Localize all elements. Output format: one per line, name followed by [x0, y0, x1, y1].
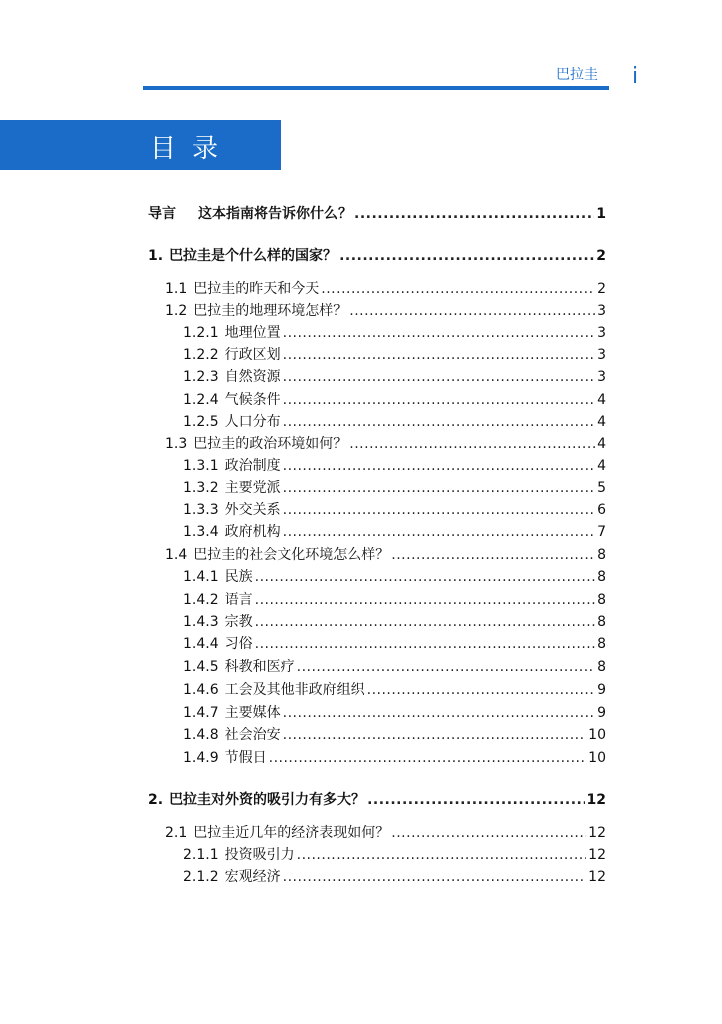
- toc-entry[interactable]: [165, 545, 606, 565]
- toc-entry-title: 巴拉圭对外资的吸引力有多大？: [169, 792, 366, 808]
- toc-entry-page: 10: [588, 750, 606, 766]
- toc-entry-number: 1.4.4: [183, 636, 219, 652]
- toc-entry-page: 12: [588, 847, 606, 863]
- toc-entry[interactable]: [183, 412, 606, 432]
- toc-entry[interactable]: [183, 867, 606, 887]
- toc-entry-page: 12: [588, 869, 606, 885]
- toc-entry[interactable]: [165, 279, 606, 299]
- toc-entry[interactable]: [183, 590, 606, 610]
- toc-entry-number: 1.4.9: [183, 750, 219, 766]
- toc-entry-title: 语言: [224, 592, 253, 608]
- dot-leader: [367, 680, 595, 700]
- dot-leader: [283, 500, 595, 520]
- dot-leader: [349, 301, 595, 321]
- dot-leader: [349, 434, 595, 454]
- toc-entry-page: 4: [597, 414, 606, 430]
- toc-entry[interactable]: [183, 323, 606, 343]
- header-rule: [143, 86, 609, 90]
- dot-leader: [255, 612, 595, 632]
- toc-entry-page: 10: [588, 727, 606, 743]
- toc-entry-number: 1.4: [165, 547, 188, 563]
- toc-entry-title: 习俗: [224, 636, 253, 652]
- toc-entry-page: 8: [597, 592, 606, 608]
- toc-entry[interactable]: [165, 301, 606, 321]
- dot-leader: [283, 478, 595, 498]
- toc-entry-number: 1.4.5: [183, 659, 219, 675]
- dot-leader: [339, 246, 594, 266]
- toc-entry-number: 1.2.4: [183, 392, 219, 408]
- toc-entry-number: 2.1: [165, 825, 188, 841]
- toc-entry[interactable]: [183, 500, 606, 520]
- toc-entry-title: 外交关系: [224, 502, 281, 518]
- toc-entry[interactable]: [148, 790, 606, 810]
- toc-entry-number: 1.: [148, 248, 164, 264]
- toc-entry-title: 政府机构: [224, 524, 281, 540]
- toc-entry-title: 自然资源: [224, 369, 281, 385]
- toc-entry-title: 投资吸引力: [224, 847, 295, 863]
- toc-entry-page: 9: [597, 682, 606, 698]
- toc-entry-number: 1.3: [165, 436, 188, 452]
- toc-entry[interactable]: [183, 680, 606, 700]
- dot-leader: [255, 590, 595, 610]
- toc-entry-page: 8: [597, 614, 606, 630]
- dot-leader: [367, 790, 584, 810]
- toc-entry-title: 主要党派: [224, 480, 281, 496]
- dot-leader: [283, 456, 595, 476]
- toc-entry[interactable]: [183, 612, 606, 632]
- toc-entry-page: 7: [597, 524, 606, 540]
- toc-entry-page: 8: [597, 547, 606, 563]
- toc-entry-number: 1.4.8: [183, 727, 219, 743]
- dot-leader: [255, 634, 595, 654]
- toc-entry-number: 1.3.1: [183, 458, 219, 474]
- toc-entry-page: 8: [597, 636, 606, 652]
- toc-entry-page: 12: [586, 792, 606, 808]
- toc-entry-page: 2: [597, 281, 606, 297]
- toc-entry-number: 1.4.2: [183, 592, 219, 608]
- toc-entry-page: 4: [597, 392, 606, 408]
- toc-entry-title: 工会及其他非政府组织: [224, 682, 365, 698]
- dot-leader: [391, 823, 586, 843]
- toc-entry-title: 气候条件: [224, 392, 281, 408]
- toc-entry-title: 宗教: [224, 614, 253, 630]
- toc-entry-title: 人口分布: [224, 414, 281, 430]
- toc-entry-title: 巴拉圭的地理环境怎样？: [193, 303, 348, 319]
- toc-entry-page: 4: [597, 458, 606, 474]
- toc-entry-page: 6: [597, 502, 606, 518]
- toc-entry-number: 1.2.2: [183, 347, 219, 363]
- toc-entry[interactable]: [183, 634, 606, 654]
- page-title: 目录: [150, 134, 235, 164]
- dot-leader: [283, 345, 595, 365]
- toc-entry-number: 1.4.6: [183, 682, 219, 698]
- toc-entry-title: 民族: [224, 569, 253, 585]
- dot-leader: [283, 390, 595, 410]
- toc-entry-number: 1.2: [165, 303, 188, 319]
- toc-entry-page: 9: [597, 705, 606, 721]
- toc-entry[interactable]: [183, 390, 606, 410]
- toc-entry-number: 1.4.1: [183, 569, 219, 585]
- toc-entry-number: 1.3.2: [183, 480, 219, 496]
- toc-entry-title: 地理位置: [224, 325, 281, 341]
- title-band: [0, 120, 281, 170]
- toc-entry-page: 4: [597, 436, 606, 452]
- running-header-title: 巴拉圭: [556, 67, 598, 83]
- toc-entry[interactable]: [183, 345, 606, 365]
- toc-entry-number: 1.4.7: [183, 705, 219, 721]
- toc-entry-title: 政治制度: [224, 458, 281, 474]
- dot-leader: [297, 657, 595, 677]
- dot-leader: [283, 323, 595, 343]
- toc-entry-number: 2.1.2: [183, 869, 219, 885]
- dot-leader: [283, 367, 595, 387]
- toc-entry[interactable]: [183, 657, 606, 677]
- dot-leader: [297, 845, 587, 865]
- toc-entry-page: 8: [597, 569, 606, 585]
- toc-entry-title: 节假日: [224, 750, 267, 766]
- dot-leader: [269, 748, 587, 768]
- toc-entry-page: 1: [596, 206, 606, 222]
- toc-entry[interactable]: [165, 434, 606, 454]
- dot-leader: [391, 545, 595, 565]
- toc-entry-title: 巴拉圭的昨天和今天: [193, 281, 320, 297]
- toc-entry[interactable]: [183, 845, 606, 865]
- toc-entry-title: 巴拉圭的社会文化环境怎么样？: [193, 547, 390, 563]
- dot-leader: [283, 522, 595, 542]
- dot-leader: [321, 279, 595, 299]
- toc-entry[interactable]: [183, 478, 606, 498]
- toc-entry[interactable]: [165, 823, 606, 843]
- toc-entry[interactable]: [183, 522, 606, 542]
- toc-entry[interactable]: [183, 456, 606, 476]
- toc-entry-title: 巴拉圭的政治环境如何？: [193, 436, 348, 452]
- toc-entry-title: 这本指南将告诉你什么？: [198, 206, 352, 222]
- dot-leader: [283, 703, 595, 723]
- toc-entry-number: 2.1.1: [183, 847, 219, 863]
- toc-entry-title: 宏观经济: [224, 869, 281, 885]
- toc-entry[interactable]: [183, 567, 606, 587]
- toc-entry-page: 12: [588, 825, 606, 841]
- toc-entry-number: 1.4.3: [183, 614, 219, 630]
- toc-entry-number: 1.3.4: [183, 524, 219, 540]
- toc-entry-title: 巴拉圭是个什么样的国家？: [169, 248, 338, 264]
- toc-entry-page: 8: [597, 659, 606, 675]
- toc-entry[interactable]: [148, 204, 606, 224]
- toc-entry-number: 2.: [148, 792, 164, 808]
- toc-entry-title: 主要媒体: [224, 705, 281, 721]
- dot-leader: [283, 412, 595, 432]
- toc-entry[interactable]: [183, 725, 606, 745]
- toc-entry-page: 3: [597, 303, 606, 319]
- toc-entry-number: 1.2.5: [183, 414, 219, 430]
- toc-entry-title: 科教和医疗: [224, 659, 295, 675]
- toc-entry[interactable]: [183, 367, 606, 387]
- toc-entry-page: 2: [596, 248, 606, 264]
- toc-entry-title: 巴拉圭近几年的经济表现如何？: [193, 825, 390, 841]
- dot-leader: [354, 204, 594, 224]
- toc-entry-number: 1.3.3: [183, 502, 219, 518]
- toc-entry[interactable]: [183, 703, 606, 723]
- toc-entry-number: 1.2.3: [183, 369, 219, 385]
- toc-entry-title: 社会治安: [224, 727, 281, 743]
- dot-leader: [255, 567, 595, 587]
- dot-leader: [283, 867, 587, 887]
- toc-entry-page: 3: [597, 325, 606, 341]
- toc-entry-number: 1.1: [165, 281, 188, 297]
- toc-entry-page: 3: [597, 347, 606, 363]
- toc-entry[interactable]: [148, 246, 606, 266]
- toc-entry-title: 行政区划: [224, 347, 281, 363]
- toc-entry-number: 导言: [148, 206, 176, 222]
- toc-entry-page: 5: [597, 480, 606, 496]
- dot-leader: [283, 725, 587, 745]
- toc-entry-page: 3: [597, 369, 606, 385]
- page-number: i: [632, 64, 639, 89]
- toc-entry-number: 1.2.1: [183, 325, 219, 341]
- toc-entry[interactable]: [183, 748, 606, 768]
